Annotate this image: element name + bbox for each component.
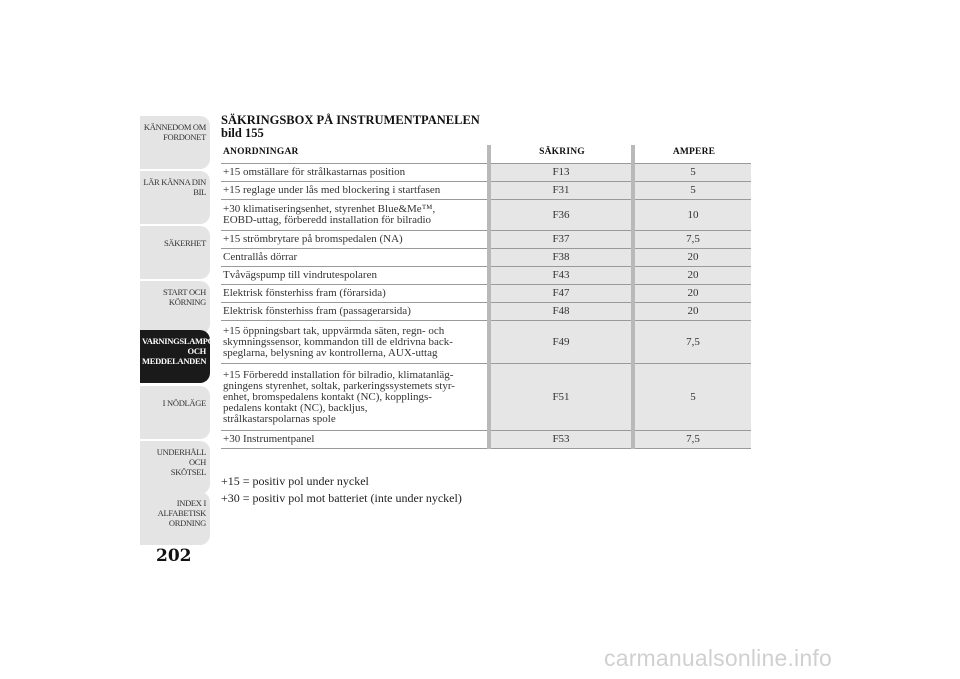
table-row xyxy=(221,249,751,267)
tab-label: VARNINGSLAMPOR OCH MEDDELANDEN xyxy=(142,336,220,366)
tab-start-och-korning[interactable] xyxy=(140,281,210,334)
page-number: 202 xyxy=(156,546,192,566)
device-cell xyxy=(221,431,489,449)
tab-label: LÄR KÄNNA DIN BIL xyxy=(143,177,206,197)
device-cell xyxy=(221,285,489,303)
table-row xyxy=(221,200,751,231)
device-text: +15 öppningsbart tak, uppvärmda säten, regn- och skymningssensor, kommandon till de eldrivna back- speglarna, belysning av kontrollerna, AUX-uttag xyxy=(223,324,453,359)
footnotes xyxy=(221,473,462,507)
device-cell xyxy=(221,249,489,267)
fuse-cell: F49 xyxy=(489,321,633,364)
table-row xyxy=(221,321,751,364)
ampere-cell: 20 xyxy=(633,285,751,303)
device-cell xyxy=(221,182,489,200)
fuse-cell: F43 xyxy=(489,267,633,285)
table-row xyxy=(221,431,751,449)
tab-label: UNDERHÅLL OCH SKÖTSEL xyxy=(156,447,206,477)
tab-label: KÄNNEDOM OM FORDONET xyxy=(143,122,206,142)
tab-sakerhet[interactable] xyxy=(140,226,210,279)
table-row xyxy=(221,364,751,431)
tab-kannedom-om-fordonet[interactable] xyxy=(140,116,210,169)
device-text: Elektrisk fönsterhiss fram (passagerarsida) xyxy=(223,305,411,317)
device-cell xyxy=(221,267,489,285)
device-text: +15 Förberedd installation för bilradio, klimatanläg- gningens styrenhet, soltak, parkeringssystemets styr- enhet, bromspedalens kontakt (NC), kopplings- pedalens kontakt (NC), backljus, strålkastarspolarnas spole xyxy=(223,368,455,425)
device-cell xyxy=(221,164,489,182)
watermark-text: carmanualsonline.info xyxy=(604,645,832,671)
fuse-cell: F36 xyxy=(489,200,633,231)
device-text: Elektrisk fönsterhiss fram (förarsida) xyxy=(223,287,386,299)
ampere-cell: 7,5 xyxy=(633,431,751,449)
table-row xyxy=(221,164,751,182)
table-row xyxy=(221,267,751,285)
ampere-cell: 5 xyxy=(633,182,751,200)
tab-lar-kanna-din-bil[interactable] xyxy=(140,171,210,224)
ampere-cell: 7,5 xyxy=(633,231,751,249)
table-row xyxy=(221,231,751,249)
device-cell xyxy=(221,364,489,431)
table-header-row xyxy=(221,145,751,164)
section-title: SÄKRINGSBOX PÅ INSTRUMENTPANELEN xyxy=(221,113,480,127)
fuse-cell: F48 xyxy=(489,303,633,321)
table-row xyxy=(221,303,751,321)
ampere-cell: 5 xyxy=(633,364,751,431)
device-text: +30 Instrumentpanel xyxy=(223,433,315,445)
tab-label: I NÖDLÄGE xyxy=(162,398,206,408)
device-text: +30 klimatiseringsenhet, styrenhet Blue&Me™, EOBD-uttag, förberedd installation för bilradio xyxy=(223,203,436,226)
tab-index-i-alfabetisk-ordning[interactable] xyxy=(140,492,210,545)
device-text: Tvåvägspump till vindrutespolaren xyxy=(223,269,377,281)
footnote-plus30: +30 = positiv pol mot batteriet (inte under nyckel) xyxy=(221,491,462,505)
fuse-table xyxy=(221,145,751,449)
fuse-cell: F37 xyxy=(489,231,633,249)
ampere-cell: 5 xyxy=(633,164,751,182)
device-text: Centrallås dörrar xyxy=(223,251,298,263)
tab-varningslampor-och-meddelanden[interactable] xyxy=(140,330,220,383)
tab-label: INDEX I ALFABETISK ORDNING xyxy=(157,498,206,528)
column-header-fuse: SÄKRING xyxy=(489,145,633,164)
fuse-cell: F51 xyxy=(489,364,633,431)
table-row xyxy=(221,182,751,200)
tab-i-nodlage[interactable] xyxy=(140,386,210,439)
ampere-cell: 20 xyxy=(633,303,751,321)
device-text: +15 reglage under lås med blockering i startfasen xyxy=(223,184,441,196)
column-header-ampere: AMPERE xyxy=(633,145,751,164)
device-text: +15 omställare för strålkastarnas position xyxy=(223,166,406,178)
tab-label: SÄKERHET xyxy=(164,238,206,248)
fuse-cell: F47 xyxy=(489,285,633,303)
ampere-cell: 7,5 xyxy=(633,321,751,364)
figure-reference: bild 155 xyxy=(221,126,264,140)
column-header-devices: ANORDNINGAR xyxy=(221,145,489,164)
footnote-plus15: +15 = positiv pol under nyckel xyxy=(221,474,369,488)
fuse-cell: F13 xyxy=(489,164,633,182)
ampere-cell: 10 xyxy=(633,200,751,231)
tab-underhall-och-skotsel[interactable] xyxy=(140,441,210,494)
table-row xyxy=(221,285,751,303)
device-cell xyxy=(221,200,489,231)
device-text: +15 strömbrytare på bromspedalen (NA) xyxy=(223,233,403,245)
section-heading xyxy=(221,114,480,140)
ampere-cell: 20 xyxy=(633,267,751,285)
device-cell xyxy=(221,321,489,364)
fuse-cell: F53 xyxy=(489,431,633,449)
fuse-cell: F31 xyxy=(489,182,633,200)
ampere-cell: 20 xyxy=(633,249,751,267)
device-cell xyxy=(221,303,489,321)
fuse-cell: F38 xyxy=(489,249,633,267)
tab-label: START OCH KÖRNING xyxy=(163,287,206,307)
device-cell xyxy=(221,231,489,249)
